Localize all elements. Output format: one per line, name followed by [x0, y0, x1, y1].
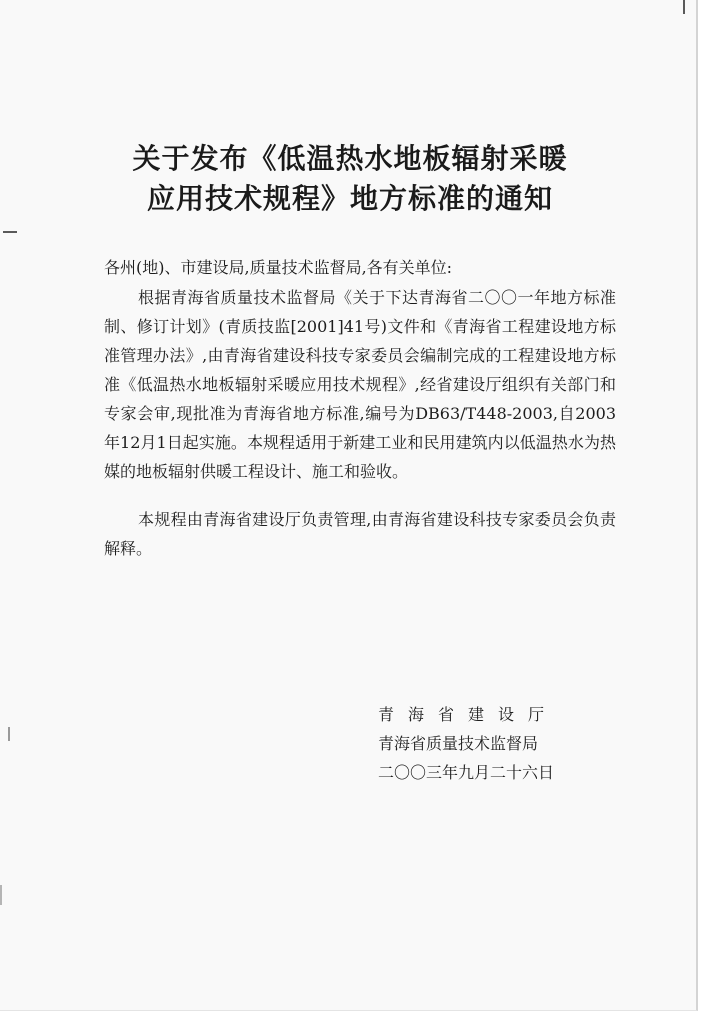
scan-mark	[683, 0, 685, 14]
notice-title-line-2: 应用技术规程》地方标准的通知	[146, 182, 553, 215]
body-paragraph-2: 本规程由青海省建设厅负责管理,由青海省建设科技专家委员会负责解释。	[104, 510, 616, 558]
signature-date: 二〇〇三年九月二十六日	[378, 763, 555, 782]
salutation: 各州(地)、市建设局,质量技术监督局,各有关单位:	[104, 258, 453, 277]
scan-mark	[8, 727, 10, 741]
notice-title-line-1: 关于发布《低温热水地板辐射采暖	[132, 142, 568, 175]
signature-issuer-2: 青海省质量技术监督局	[378, 734, 539, 753]
scan-mark	[0, 885, 2, 905]
scan-mark	[3, 231, 17, 233]
signature-issuer-1: 青海省建设厅	[378, 705, 559, 724]
body-paragraph-1: 根据青海省质量技术监督局《关于下达青海省二〇〇一年地方标准制、修订计划》(青质技监[2001]41号)文件和《青海省工程建设地方标准管理办法》,由青海省建设科技专家委员会编制完成的工程建设地方标准《低温热水地板辐射采暖应用技术规程》,经省建设厅组织有关部门和专家会审,现批准为青海省地方标准,编号为DB63/T448-2003,自2003年12月1日起实施。本规程适用于新建工业和民用建筑内以低温热水为热媒的地板辐射供暖工程设计、施工和验收。	[104, 288, 616, 481]
